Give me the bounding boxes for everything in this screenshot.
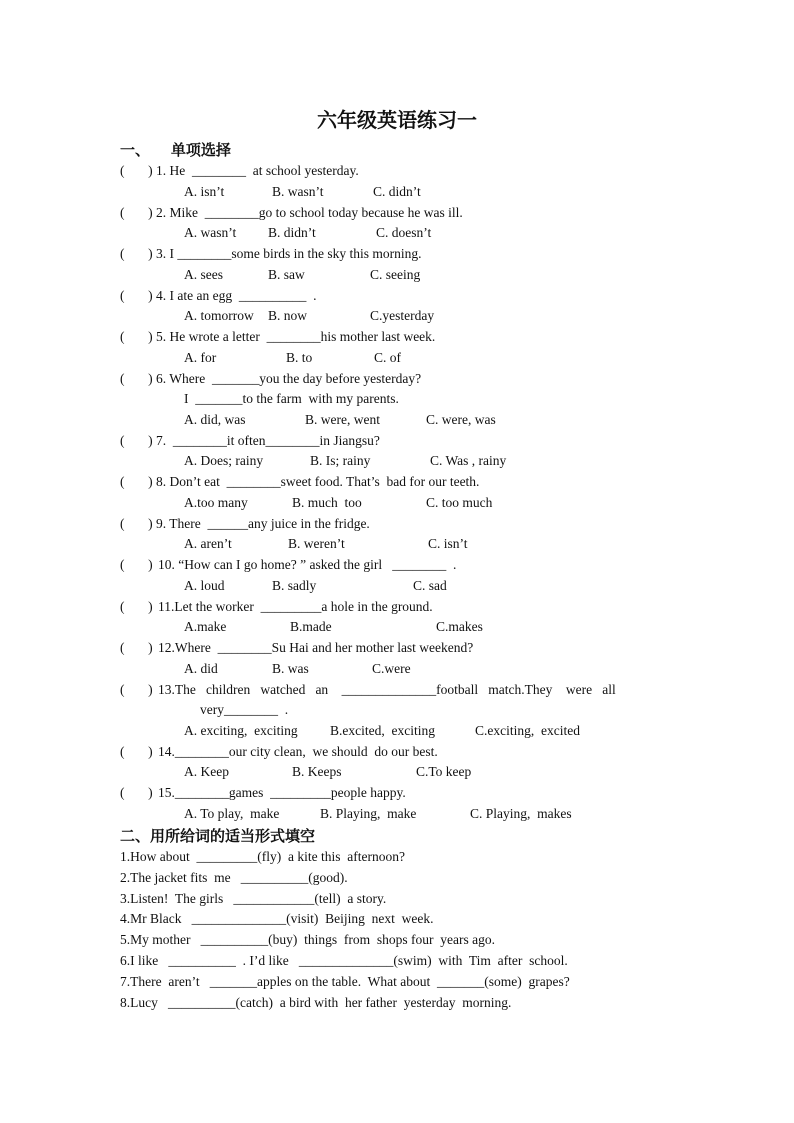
answer-paren: ( ) <box>120 743 153 759</box>
answer-paren: ( ) <box>120 163 153 178</box>
option-c: C. seeing <box>370 266 421 282</box>
option-a: A. loud <box>184 577 225 593</box>
answer-paren: ( ) <box>120 246 153 261</box>
option-a: A. aren’t <box>184 536 232 551</box>
answer-paren: ( ) <box>120 432 153 448</box>
answer-paren: ( ) <box>120 598 153 614</box>
question-text: 14.________our city clean, we should do our best. <box>158 743 438 759</box>
option-a: A. sees <box>184 266 223 282</box>
fill-in-item: 3.Listen! The girls ____________(tell) a story. <box>120 890 387 906</box>
option-b: B. sadly <box>272 577 317 593</box>
option-c: C. doesn’t <box>376 225 432 240</box>
option-a: A. tomorrow <box>184 308 254 323</box>
option-a: A. did <box>184 660 218 676</box>
question-text: 9. There ______any juice in the fridge. <box>156 515 370 531</box>
option-c: C. were, was <box>426 411 496 427</box>
question-continuation: very________ . <box>200 702 289 717</box>
option-c: C.makes <box>436 619 483 634</box>
question-text: 2. Mike ________go to school today because he was ill. <box>156 204 463 220</box>
option-c: C. Was , rainy <box>430 453 507 468</box>
question-text: 15.________games _________people happy. <box>158 785 406 800</box>
option-b: B. now <box>268 308 308 323</box>
page-title: 六年级英语练习一 <box>317 108 477 132</box>
answer-paren: ( ) <box>120 515 153 531</box>
option-b: B.excited, exciting <box>330 722 435 738</box>
section-heading-fill-in: 二、用所给词的适当形式填空 <box>120 827 316 845</box>
option-c: C. didn’t <box>373 183 421 199</box>
option-b: B. was <box>272 660 309 676</box>
option-c: C.were <box>372 660 411 676</box>
question-text: 10. “How can I go home? ” asked the girl ________ . <box>158 557 457 572</box>
question-text: 6. Where _______you the day before yesterday? <box>156 370 422 386</box>
section-heading-multiple-choice: 一、 单项选择 <box>120 141 231 159</box>
question-text: 13.The children watched an ______________football match.They were all <box>158 681 616 697</box>
option-b: B. much too <box>292 494 362 510</box>
question-text: 1. He ________ at school yesterday. <box>156 163 359 178</box>
option-a: A. did, was <box>184 411 246 427</box>
option-a: A. wasn’t <box>184 225 237 240</box>
option-c: C. sad <box>413 577 447 593</box>
option-b: B. didn’t <box>268 225 316 240</box>
fill-in-item: 2.The jacket fits me __________(good). <box>120 869 348 885</box>
option-b: B. were, went <box>305 411 380 427</box>
question-continuation: I _______to the farm with my parents. <box>184 391 399 406</box>
option-a: A. Keep <box>184 764 229 779</box>
option-b: B.made <box>290 619 332 634</box>
option-b: B. wasn’t <box>272 183 324 199</box>
question-text: 8. Don’t eat ________sweet food. That’s bad for our teeth. <box>156 474 480 489</box>
question-text: 5. He wrote a letter ________his mother last week. <box>156 329 436 344</box>
option-a: A. Does; rainy <box>184 453 264 468</box>
option-c: C.yesterday <box>370 308 435 323</box>
option-a: A. isn’t <box>184 183 225 199</box>
option-c: C.exciting, excited <box>475 722 580 738</box>
option-a: A. To play, make <box>184 805 280 821</box>
answer-paren: ( ) <box>120 474 153 489</box>
answer-paren: ( ) <box>120 681 153 697</box>
question-text: 3. I ________some birds in the sky this morning. <box>156 246 422 261</box>
fill-in-item: 8.Lucy __________(catch) a bird with her father yesterday morning. <box>120 994 512 1010</box>
option-a: A. for <box>184 349 217 365</box>
answer-paren: ( ) <box>120 287 153 303</box>
option-b: B. Playing, make <box>320 805 417 821</box>
option-c: C. isn’t <box>428 536 468 551</box>
answer-paren: ( ) <box>120 370 153 386</box>
option-c: C.To keep <box>416 764 472 779</box>
option-b: B. Is; rainy <box>310 453 371 468</box>
option-a: A.too many <box>184 494 248 510</box>
fill-in-item: 4.Mr Black ______________(visit) Beijing next week. <box>120 911 434 927</box>
option-a: A. exciting, exciting <box>184 722 298 738</box>
question-text: 4. I ate an egg __________ . <box>156 287 317 303</box>
option-b: B. to <box>286 349 313 365</box>
option-c: C. Playing, makes <box>470 805 572 821</box>
option-a: A.make <box>184 619 227 634</box>
answer-paren: ( ) <box>120 557 153 572</box>
answer-paren: ( ) <box>120 329 153 344</box>
answer-paren: ( ) <box>120 640 153 655</box>
fill-in-item: 6.I like __________ . I’d like ______________(swim) with Tim after school. <box>120 953 568 968</box>
fill-in-item: 7.There aren’t _______apples on the table. What about _______(some) grapes? <box>120 973 570 989</box>
option-b: B. weren’t <box>288 536 345 551</box>
answer-paren: ( ) <box>120 204 153 220</box>
option-b: B. saw <box>268 266 305 282</box>
question-text: 12.Where ________Su Hai and her mother last weekend? <box>158 640 474 655</box>
fill-in-item: 1.How about _________(fly) a kite this afternoon? <box>120 849 405 864</box>
option-c: C. too much <box>426 494 493 510</box>
answer-paren: ( ) <box>120 785 153 800</box>
option-c: C. of <box>374 349 401 365</box>
question-text: 7. ________it often________in Jiangsu? <box>156 432 380 448</box>
fill-in-item: 5.My mother __________(buy) things from shops four years ago. <box>120 932 495 948</box>
option-b: B. Keeps <box>292 764 342 779</box>
question-text: 11.Let the worker _________a hole in the ground. <box>158 598 433 614</box>
